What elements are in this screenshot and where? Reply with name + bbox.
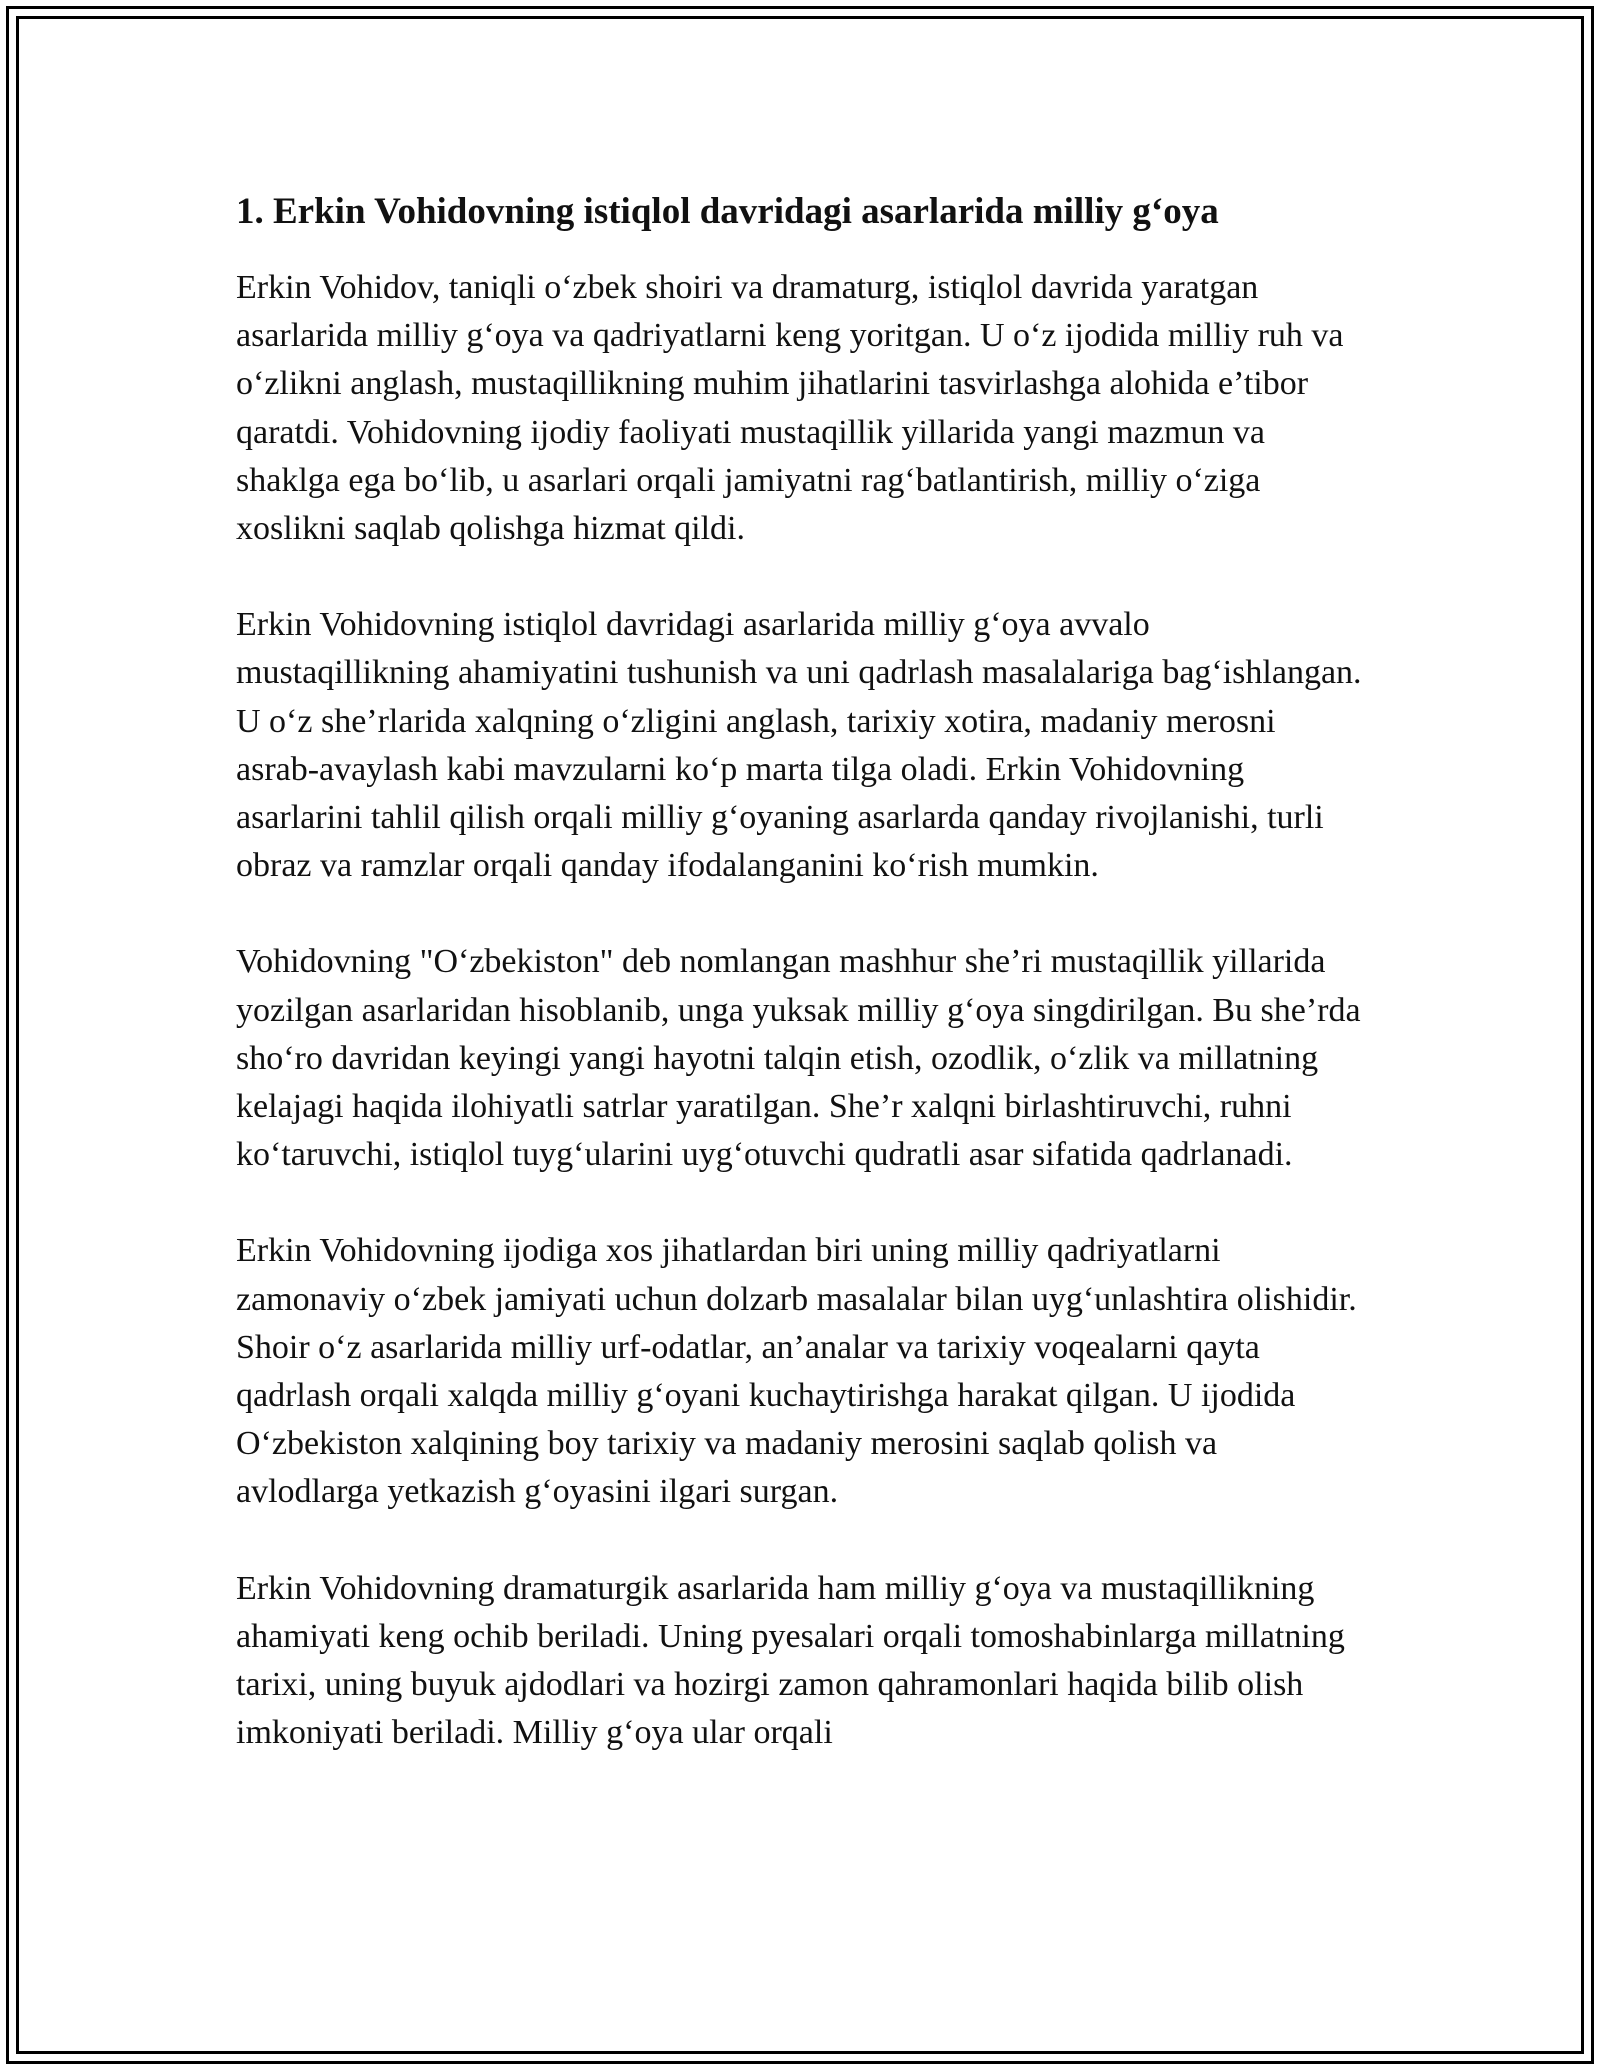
paragraph-4: Erkin Vohidovning ijodiga xos jihatlardan biri uning milliy qadriyatlarni zamonaviy o‘zbek jamiyati uchun dolzarb masalalar bilan uyg‘unlashtira olishidir. Shoir o‘z asarlarida milliy urf-odatlar, an’analar va tarixiy voqealarni qayta qadrlash orqali xalqda milliy g‘oyani kuchaytirishga harakat qilgan. U ijodida O‘zbekiston xalqining boy tarixiy va madaniy merosini saqlab qolish va avlodlarga yetkazish g‘oyasini ilgari surgan.	[236, 1232, 1357, 1511]
section-heading: 1. Erkin Vohidovning istiqlol davridagi asarlarida milliy g‘oya	[236, 191, 1219, 232]
paragraph-1: Erkin Vohidov, taniqli o‘zbek shoiri va dramaturg, istiqlol davrida yaratgan asarlarida milliy g‘oya va qadriyatlarni keng yoritgan. U o‘z ijodida milliy ruh va o‘zlikni anglash, mustaqillikning muhim jihatlarini tasvirlashga alohida e’tibor qaratdi. Vohidovning ijodiy faoliyati mustaqillik yillarida yangi mazmun va shaklga ega bo‘lib, u asarlari orqali jamiyatni rag‘batlantirish, milliy o‘ziga xoslikni saqlab qolishga hizmat qildi.	[236, 269, 1344, 548]
paragraph-5: Erkin Vohidovning dramaturgik asarlarida ham milliy g‘oya va mustaqillikning ahamiyati keng ochib beriladi. Uning pyesalari orqali tomoshabinlarga millatning tarixi, uning buyuk ajdodlari va hozirgi zamon qahramonlari haqida bilib olish imkoniyati beriladi. Milliy g‘oya ular orqali	[236, 1569, 1345, 1752]
paragraph-3: Vohidovning "O‘zbekiston" deb nomlangan mashhur she’ri mustaqillik yillarida yozilgan asarlaridan hisoblanib, unga yuksak milliy g‘oya singdirilgan. Bu she’rda sho‘ro davridan keyingi yangi hayotni talqin etish, ozodlik, o‘zlik va millatning kelajagi haqida ilohiyatli satrlar yaratilgan. She’r xalqni birlashtiruvchi, ruhni ko‘taruvchi, istiqlol tuyg‘ularini uyg‘otuvchi qudratli asar sifatida qadrlanadi.	[236, 943, 1361, 1174]
paragraph-2: Erkin Vohidovning istiqlol davridagi asarlarida milliy g‘oya avvalo mustaqillikning ahamiyatini tushunish va uni qadrlash masalalariga bag‘ishlangan. U o‘z she’rlarida xalqning o‘zligini anglash, tarixiy xotira, madaniy merosni asrab-avaylash kabi mavzularni ko‘p marta tilga oladi. Erkin Vohidovning asarlarini tahlil qilish orqali milliy g‘oyaning asarlarda qanday rivojlanishi, turli obraz va ramzlar orqali qanday ifodalanganini ko‘rish mumkin.	[236, 606, 1362, 885]
document-body	[236, 182, 1366, 1805]
